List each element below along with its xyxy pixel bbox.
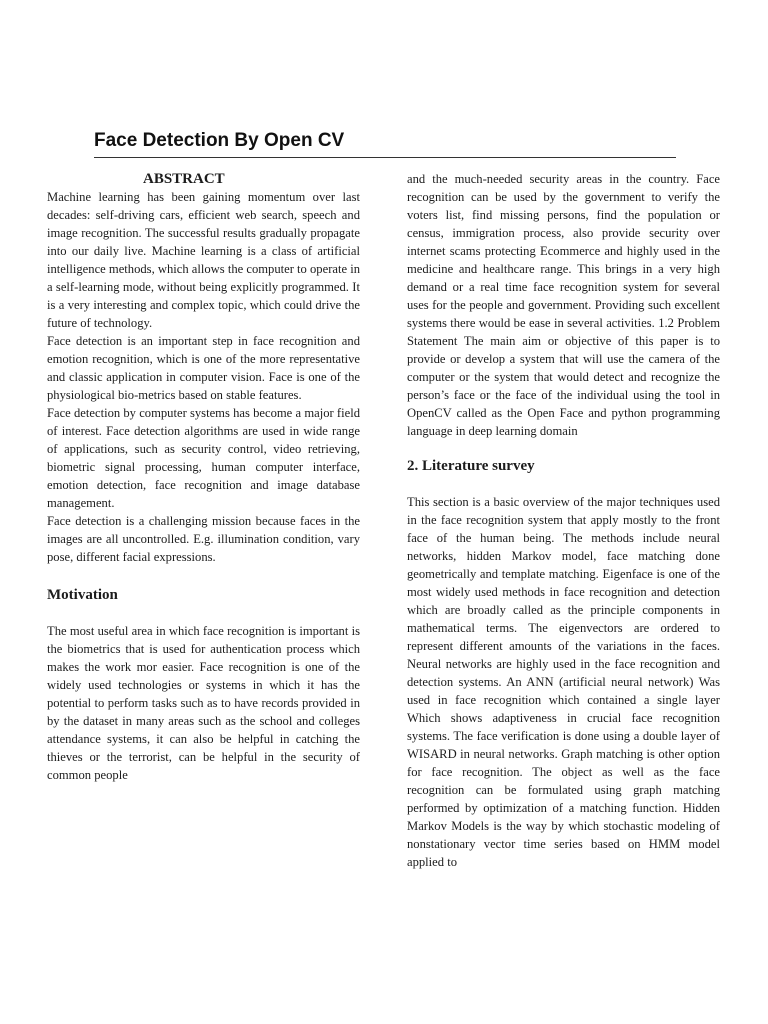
abstract-paragraph-1: Machine learning has been gaining momentum over last decades: self-driving cars, efficient web search, speech and image recognition. The successful results gradually propagate into our daily live. Machine learning is a class of artificial intelligence methods, which allows the computer to operate in a self-learning mode, without being explicitly programmed. It is a very interesting and complex topic, which could drive the future of technology. — [47, 190, 361, 330]
abstract-paragraph-2: Face detection is an important step in face recognition and emotion recognition, which is one of the more representative and classic application in computer vision. Face is one of the physiological bio-metrics based on stable features. — [47, 334, 360, 402]
page-title: Face Detection By Open CV — [94, 130, 345, 151]
abstract-heading: ABSTRACT — [143, 171, 225, 187]
continuation-paragraph: and the much-needed security areas in the country. Face recognition can be used by the government to verify the voters list, find missing persons, find the population or census, immigration process, also provide security over internet scams protecting Ecommerce and highly used in the medicine and healthcare range. This brings in a very high demand or a real time face recognition system for several uses for the people and government. Providing such excellent systems there would be ease in several activities. 1.2 Problem Statement The main aim or objective of this paper is to provide or develop a system that will use the camera of the computer or the system that would detect and recognize the person’s face or the face of the individual using the tool in OpenCV called as the Open Face and python programming language in deep learning domain — [407, 172, 720, 438]
abstract-paragraph-3: Face detection by computer systems has become a major field of interest. Face detection algorithms are used in wide range of applications, such as security control, video retrieving, biometric signal processing, human computer interface, emotion detection, face recognition and image database management. — [47, 406, 360, 510]
right-column — [407, 170, 720, 871]
motivation-paragraph: The most useful area in which face recognition is important is the biometrics that is used for authentication process which makes the work mor easier. Face recognition is one of the widely used technologies or systems in which it has the potential to perform tasks such as to have records provided in by the dataset in many areas such as the school and colleges attendance systems, it can also be helpful in catching the thieves or the terrorist, can be helpful in the security of common people — [47, 624, 360, 782]
motivation-heading: Motivation — [47, 587, 118, 603]
literature-survey-heading: 2. Literature survey — [407, 458, 535, 474]
title-divider — [94, 157, 676, 158]
left-column — [47, 170, 360, 784]
abstract-paragraph-4: Face detection is a challenging mission because faces in the images are all uncontrolled. E.g. illumination condition, vary pose, different facial expressions. — [47, 514, 360, 564]
literature-survey-paragraph: This section is a basic overview of the major techniques used in the face recognition system that apply mostly to the front face of the human being. The methods include neural networks, hidden Markov model, face matching done geometrically and template matching. Eigenface is one of the most widely used methods in face recognition and detection which are broadly called as the principle components in mathematical terms. The eigenvectors are ordered to represent different amounts of the variations in the faces. Neural networks are highly used in the face recognition and detection systems. An ANN (artificial neural network) Was used in face recognition which contained a single layer Which shows adaptiveness in crucial face recognition systems. The face verification is done using a double layer of WISARD in neural networks. Graph matching is other option for face recognition. The object as well as the face recognition can be formulated using graph matching performed by optimization of a matching function. Hidden Markov Models is the way by which stochastic modeling of nonstationary vector time series based on HMM model applied to — [407, 495, 720, 869]
